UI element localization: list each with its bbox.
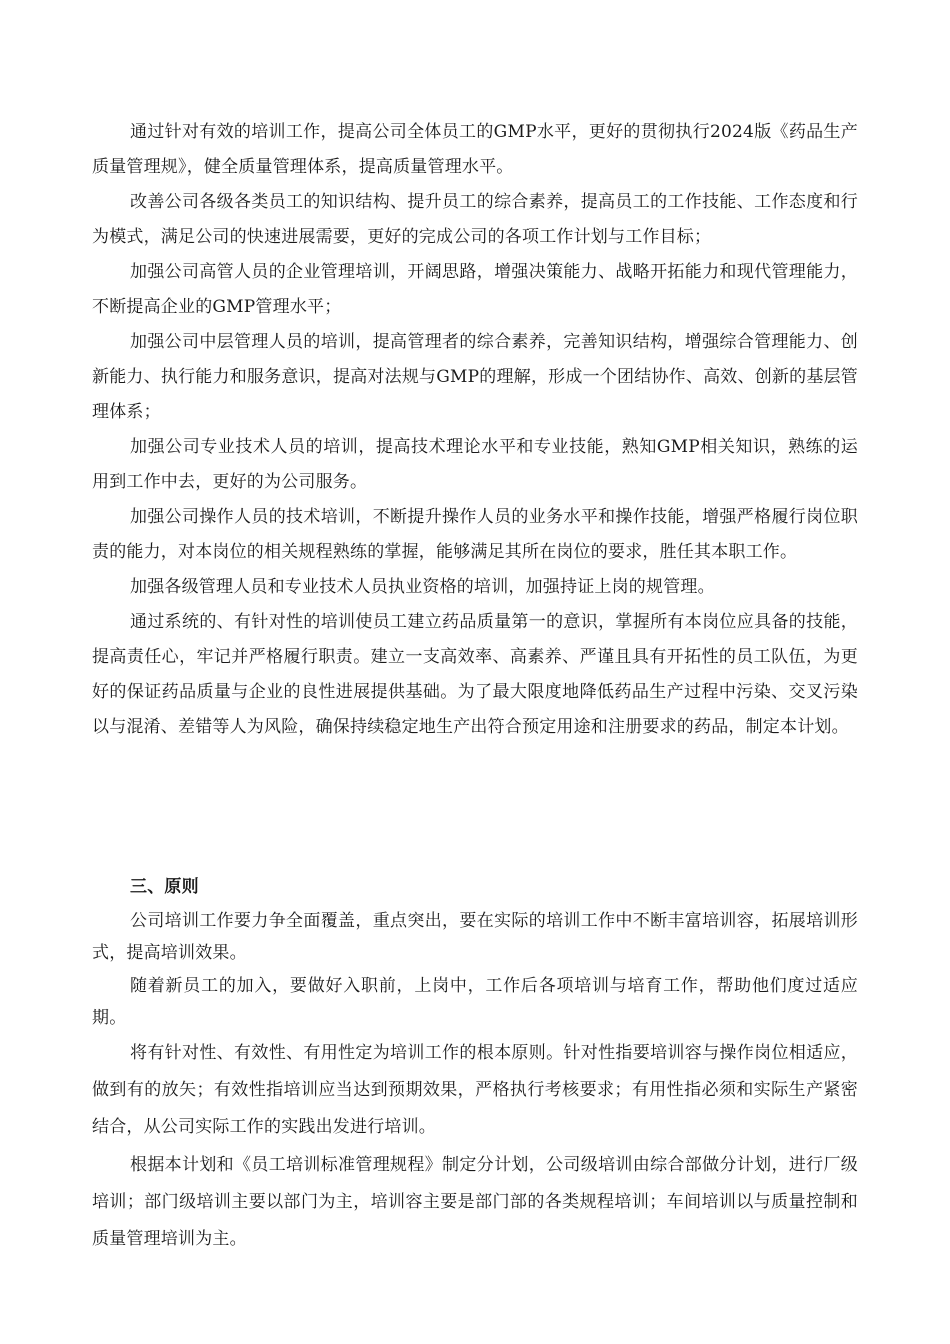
paragraph-technical-staff: 加强公司专业技术人员的培训，提高技术理论水平和专业技能，熟知GMP相关知识，熟练的运用到工作中去，更好的为公司服务。 — [92, 437, 858, 492]
principles-section — [92, 870, 858, 1258]
paragraph-quality-awareness: 通过系统的、有针对性的培训使员工建立药品质量第一的意识，掌握所有本岗位应具备的技能，提高责任心，牢记并严格履行职责。建立一支高效率、高素养、严谨且具有开拓性的员工队伍，为更好的保证药品质量与企业的良性进展提供基础。为了最大限度地降低药品生产过程中污染、交叉污染以与混淆、差错等人为风险，确保持续稳定地生产出符合预定用途和注册要求的药品，制定本计划。 — [92, 612, 858, 737]
paragraph-operators: 加强公司操作人员的技术培训，不断提升操作人员的业务水平和操作技能，增强严格履行岗位职责的能力，对本岗位的相关规程熟练的掌握，能够满足其所在岗位的要求，胜任其本职工作。 — [92, 507, 858, 562]
paragraph-coverage: 公司培训工作要力争全面覆盖，重点突出，要在实际的培训工作中不断丰富培训容，拓展培训形式，提高培训效果。 — [92, 911, 858, 963]
paragraph-senior-management: 加强公司高管人员的企业管理培训，开阔思路，增强决策能力、战略开拓能力和现代管理能力，不断提高企业的GMP管理水平； — [92, 262, 858, 317]
paragraph-gmp-goal: 通过针对有效的培训工作，提高公司全体员工的GMP水平，更好的贯彻执行2024版《药品生产质量管理规》，健全质量管理体系，提高质量管理水平。 — [92, 122, 858, 177]
training-goals-section — [92, 115, 858, 745]
section-heading-principles: 三、原则 — [130, 877, 199, 897]
paragraph-core-principles: 将有针对性、有效性、有用性定为培训工作的根本原则。针对性指要培训容与操作岗位相适应，做到有的放矢；有效性指培训应当达到预期效果，严格执行考核要求；有用性指必须和实际生产紧密结合，从公司实际工作的实践出发进行培训。 — [92, 1043, 858, 1137]
paragraph-qualification: 加强各级管理人员和专业技术人员执业资格的培训，加强持证上岗的规管理。 — [130, 577, 715, 597]
paragraph-staff-improvement: 改善公司各级各类员工的知识结构、提升员工的综合素养，提高员工的工作技能、工作态度和行为模式，满足公司的快速进展需要，更好的完成公司的各项工作计划与工作目标； — [92, 192, 858, 247]
paragraph-new-employees: 随着新员工的加入，要做好入职前，上岗中，工作后各项培训与培育工作，帮助他们度过适应期。 — [92, 976, 858, 1028]
paragraph-sub-plans: 根据本计划和《员工培训标准管理规程》制定分计划，公司级培训由综合部做分计划，进行厂级培训；部门级培训主要以部门为主，培训容主要是部门部的各类规程培训；车间培训以与质量控制和质量管理培训为主。 — [92, 1155, 858, 1249]
paragraph-middle-management: 加强公司中层管理人员的培训，提高管理者的综合素养，完善知识结构，增强综合管理能力、创新能力、执行能力和服务意识，提高对法规与GMP的理解，形成一个团结协作、高效、创新的基层管理体系； — [92, 332, 858, 422]
